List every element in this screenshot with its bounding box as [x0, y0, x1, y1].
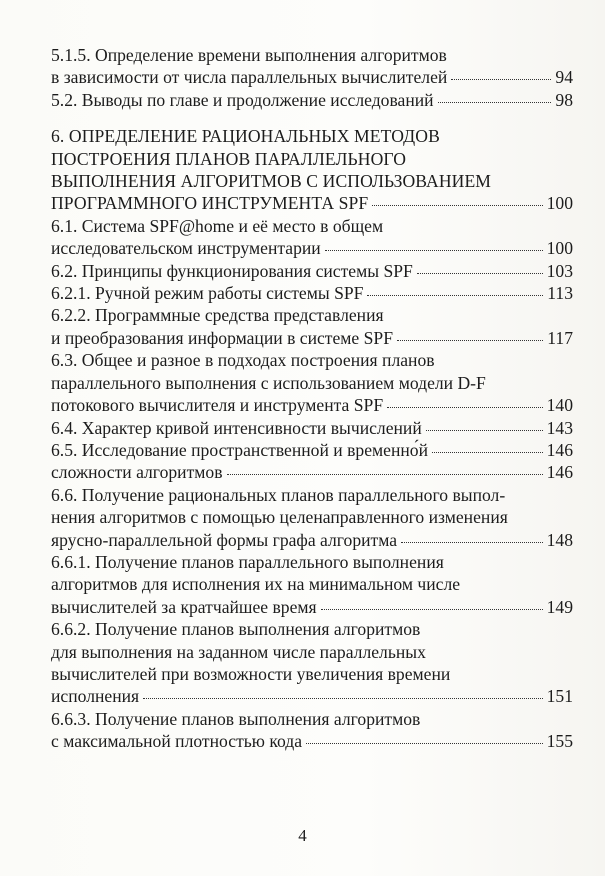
toc-entry-line: с максимальной плотностью кода: [51, 731, 303, 752]
toc-entry-line: 5.1.5. Определение времени выполнения алгоритмов: [51, 45, 447, 65]
toc-entry-last-line: [51, 730, 573, 752]
toc-entry-line: и преобразования информации в системе SPF: [51, 327, 393, 348]
toc-entry: [51, 260, 573, 282]
page-number: 4: [298, 826, 307, 845]
toc-page-number: 113: [547, 283, 573, 304]
toc-entry-line: 6.6.1. Получение планов параллельного выполнения: [51, 551, 444, 572]
toc-entry-line: 6.6. Получение рациональных планов параллельного выпол-: [51, 484, 506, 505]
toc-entry-line: исполнения: [51, 686, 140, 707]
toc-entry: [51, 417, 573, 439]
toc-entry-last-line: [51, 282, 573, 304]
toc-entry-line: 6.4. Характер кривой интенсивности вычислений: [51, 417, 422, 438]
dot-leader: [397, 339, 543, 341]
toc-page-number: 143: [546, 417, 573, 438]
toc-entry: [51, 439, 573, 461]
toc-page-number: 103: [546, 260, 573, 281]
dot-leader: [401, 541, 543, 543]
toc-entry-last-line: [51, 327, 573, 349]
toc-entry-line: 6.2. Принципы функционирования системы SPF: [51, 260, 413, 281]
toc-entry-line: ярусно-параллельной формы графа алгоритма: [51, 529, 398, 550]
toc-page-number: 98: [555, 89, 573, 110]
table-of-contents: [51, 44, 573, 753]
toc-page-number: 100: [546, 193, 573, 214]
toc-entry-last-line: [51, 461, 573, 483]
toc-entry-line: 5.2. Выводы по главе и продолжение исследований: [51, 89, 434, 110]
dot-leader: [438, 101, 552, 103]
toc-entry: [51, 44, 573, 89]
toc-entry-line: ВЫПОЛНЕНИЯ АЛГОРИТМОВ С ИСПОЛЬЗОВАНИЕМ: [51, 171, 492, 192]
toc-entry-last-line: [51, 394, 573, 416]
toc-entry-line: 6.3. Общее и разное в подходах построения планов: [51, 350, 435, 371]
toc-page-number: 94: [555, 67, 573, 88]
toc-entry-line: 6. ОПРЕДЕЛЕНИЕ РАЦИОНАЛЬНЫХ МЕТОДОВ: [51, 126, 440, 147]
dot-leader: [417, 272, 543, 274]
toc-entry-line: ПРОГРАММНОГО ИНСТРУМЕНТА SPF: [51, 193, 369, 214]
toc-entry-line: 6.2.1. Ручной режим работы системы SPF: [51, 283, 364, 304]
toc-entry-last-line: [51, 89, 573, 111]
toc-page-number: 146: [546, 462, 573, 483]
dot-leader: [321, 608, 543, 610]
dot-leader: [387, 406, 542, 408]
dot-leader: [426, 429, 543, 431]
toc-entry-line: сложности алгоритмов: [51, 462, 223, 483]
toc-entry-last-line: [51, 417, 573, 439]
dot-leader: [227, 473, 543, 475]
toc-entry-line: вычислителей за кратчайшее время: [51, 596, 317, 617]
dot-leader: [306, 742, 543, 744]
toc-entry-line: ПОСТРОЕНИЯ ПЛАНОВ ПАРАЛЛЕЛЬНОГО: [51, 148, 407, 169]
dot-leader: [451, 78, 551, 80]
toc-page-number: 146: [546, 439, 573, 460]
dot-leader: [325, 249, 543, 251]
toc-entry: [51, 708, 573, 753]
toc-page-number: 155: [546, 731, 573, 752]
toc-entry-last-line: [51, 529, 573, 551]
toc-page-number: 117: [547, 327, 573, 348]
toc-entry-line: 6.5. Исследование пространственной и временно́й: [51, 439, 428, 460]
toc-entry-line: потокового вычислителя и инструмента SPF: [51, 395, 384, 416]
dot-leader: [143, 697, 542, 699]
toc-entry-last-line: [51, 192, 573, 214]
toc-page-number: 140: [546, 395, 573, 416]
dot-leader: [372, 204, 542, 206]
toc-entry: [51, 551, 573, 618]
toc-entry: [51, 89, 573, 111]
toc-page-number: 100: [546, 238, 573, 259]
toc-page-number: 149: [546, 596, 573, 617]
toc-entry: [51, 215, 573, 260]
dot-leader: [432, 451, 543, 453]
toc-page-number: 148: [546, 529, 573, 550]
toc-entry: [51, 484, 573, 551]
toc-entry-line: вычислителей при возможности увеличения времени: [51, 663, 451, 684]
toc-entry: [51, 282, 573, 304]
toc-entry-line: исследовательском инструментарии: [51, 238, 321, 259]
toc-entry-line: 6.6.2. Получение планов выполнения алгоритмов: [51, 619, 421, 640]
toc-entry-line: алгоритмов для исполнения их на минимальном числе: [51, 574, 461, 595]
toc-page-number: 151: [546, 686, 573, 707]
toc-entry-line: в зависимости от числа параллельных вычислителей: [51, 67, 448, 88]
toc-entry-line: для выполнения на заданном числе параллельных: [51, 641, 426, 662]
toc-entry: [51, 125, 573, 215]
toc-entry-last-line: [51, 685, 573, 707]
toc-entry: [51, 618, 573, 708]
toc-entry: [51, 304, 573, 349]
toc-entry-line: 6.1. Система SPF@home и её место в общем: [51, 215, 384, 236]
dot-leader: [367, 294, 543, 296]
toc-entry-last-line: [51, 66, 573, 88]
toc-entry-last-line: [51, 439, 573, 461]
toc-entry-line: 6.2.2. Программные средства представления: [51, 305, 384, 326]
toc-entry-line: параллельного выполнения с использованием модели D-F: [51, 372, 486, 393]
toc-entry-last-line: [51, 237, 573, 259]
toc-entry-last-line: [51, 260, 573, 282]
toc-entry: [51, 461, 573, 483]
toc-entry-line: 6.6.3. Получение планов выполнения алгоритмов: [51, 708, 421, 729]
toc-entry: [51, 349, 573, 416]
toc-entry-line: нения алгоритмов с помощью целенаправленного изменения: [51, 507, 508, 528]
toc-entry-last-line: [51, 596, 573, 618]
